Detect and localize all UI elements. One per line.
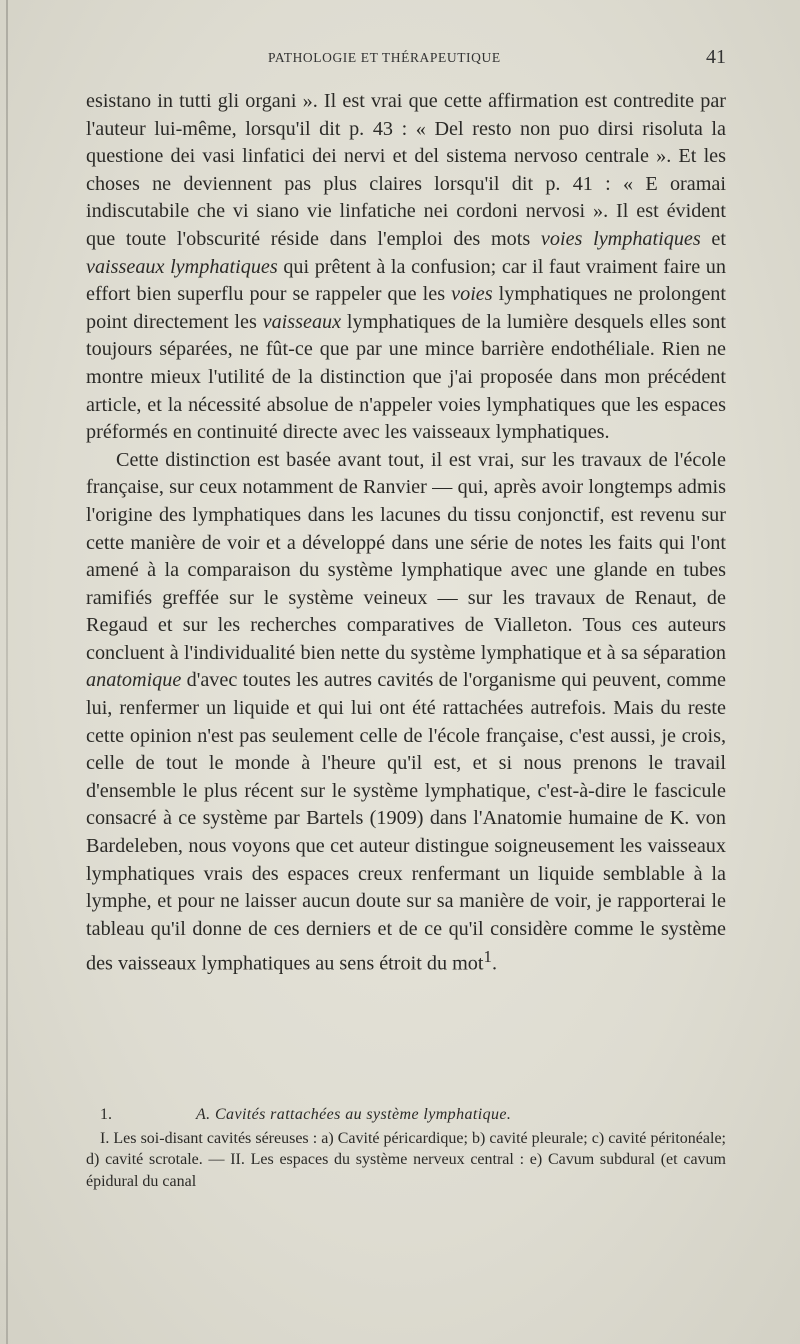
- italic-term: vaisseaux lymphatiques: [86, 255, 278, 278]
- text-run: Cette distinction est basée avant tout, il est vrai, sur les travaux de l'école française, sur ceux notamment de Ranvier — qui, après avoir longtemps admis l'origine des lymphatiques dans les lacunes du tissu conjonctif, est revenu sur cette manière de voir et a développé dans une série de notes les faits qui l'ont amené à la comparaison du système lymphatique avec une glande en tubes ramifiés greffée sur le système veineux — sur les travaux de Renaut, de Regaud et sur les recherches comparatives de Vialleton. Tous ces auteurs concluent à l'individualité bien nette du système lymphatique et à sa séparation: [86, 448, 726, 664]
- text-run: et: [700, 227, 726, 250]
- page-header: [0, 46, 800, 74]
- footnote-block: [86, 1104, 726, 1192]
- main-text: [86, 88, 726, 979]
- text-run: lymphatiques de la lumière desquels elles sont toujours séparées, ne fût-ce que par une mince barrière endothéliale. Rien ne montre mieux l'utilité de la distinction que j'ai proposée dans mon précédent article, et la nécessité absolue de n'appeler voies lymphatiques que les espaces préformés en continuité directe avec les vaisseaux lymphatiques.: [86, 310, 726, 444]
- text-run: esistano in tutti gli organi ». Il est vrai que cette affirmation est contredite par l'auteur lui-même, lorsqu'il dit p. 43 : « Del resto non puo dirsi risoluta la questione dei vasi linfatici dei nervi et del sistema nervoso centrale ». Et les choses ne deviennent pas plus claires lorsqu'il dit p. 41 : « E oramai indiscutabile che vi siano vie linfatiche nei cordoni nervosi ». Il est évident que toute l'obscurité réside dans l'emploi des mots: [86, 90, 726, 250]
- italic-term: vaisseaux: [262, 310, 342, 333]
- running-head: PATHOLOGIE ET THÉRAPEUTIQUE: [268, 50, 501, 65]
- paragraph-1: [86, 88, 726, 447]
- footnote-body: I. Les soi-disant cavités séreuses : a) Cavité péricardique; b) cavité pleurale; c) cavité péritonéale; d) cavité scrotale. — II. Les espaces du système nerveux central : e) Cavum subdural (et cavum épidural du canal: [86, 1129, 726, 1190]
- text-run: lymphatiques ne prolongent point directement les: [86, 283, 727, 333]
- paragraph-2: [86, 447, 726, 979]
- footnote-number: 1.: [100, 1106, 112, 1123]
- page-number: 41: [706, 46, 726, 68]
- footnote-heading: [86, 1104, 726, 1126]
- text-run: qui prêtent à la confusion; car il faut vraiment faire un effort bien superflu pour se rappeler que les: [86, 255, 726, 306]
- text-run: d'avec toutes les autres cavités de l'organisme qui peuvent, comme lui, renfermer un liquide et qui lui ont été rattachées autrefois. Mais du reste cette opinion n'est pas seulement celle de l'école française, c'est aussi, je crois, celle de tout le monde à l'heure qu'il est, et si nous prenons le travail d'ensemble le plus récent sur le système lymphatique, c'est-à-dire le fascicule consacré à ce système par Bartels (1909) dans l'Anatomie humaine de K. von Bardeleben, nous voyons que cet auteur distingue soigneusement les vaisseaux lymphatiques vrais des espaces creux renfermant un liquide semblable à la lymphe, et pour ne laisser aucun doute sur sa manière de voir, je rapporterai le tableau qu'il donne de ces derniers et de ce qu'il considère comme le système des vaisseaux lymphatiques au sens étroit du mot: [86, 669, 726, 976]
- italic-term: anatomique: [86, 669, 182, 692]
- footnote-reference: 1: [483, 947, 492, 967]
- italic-term: voies lymphatiques: [540, 227, 701, 250]
- footnote-title: A. Cavités rattachées au système lymphatique.: [196, 1106, 512, 1123]
- italic-term: voies: [451, 283, 493, 306]
- text-run: .: [491, 953, 497, 976]
- page-binding-edge: [6, 0, 8, 1344]
